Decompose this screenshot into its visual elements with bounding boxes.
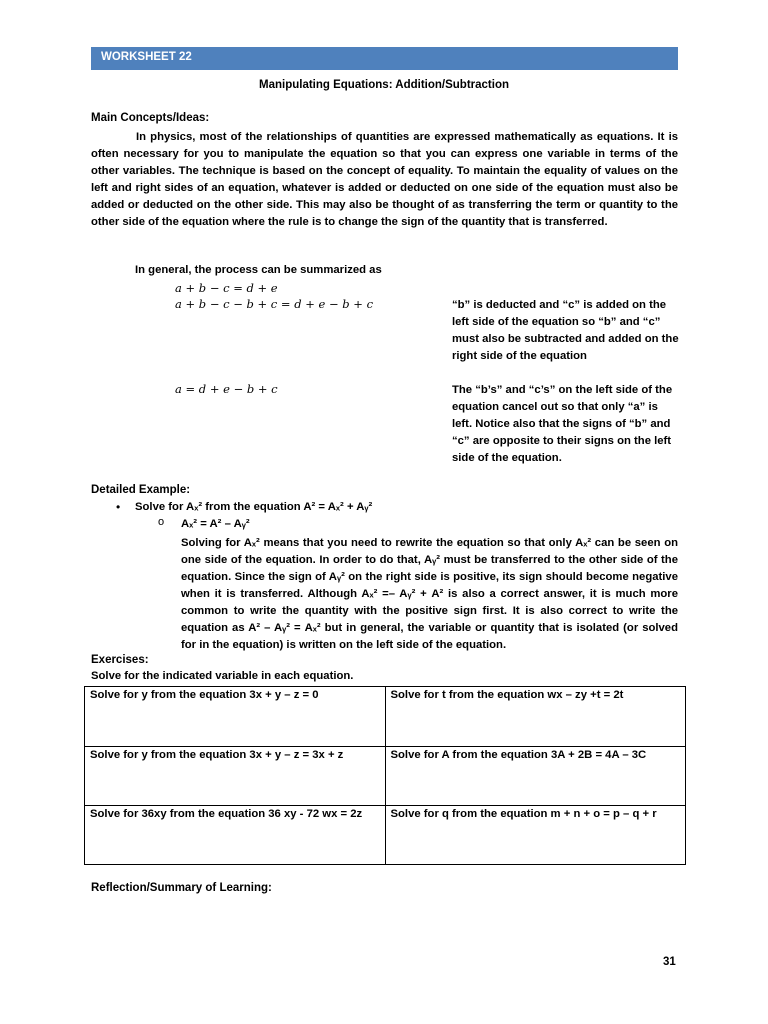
- table-row: [85, 747, 686, 806]
- page-title: Manipulating Equations: Addition/Subtraction: [259, 79, 509, 91]
- main-concepts-paragraph: [91, 129, 678, 231]
- process-intro: In general, the process can be summarized as: [135, 264, 382, 276]
- equation-3: a = d + e − b + c: [175, 382, 278, 396]
- detailed-example-heading: Detailed Example:: [91, 484, 191, 496]
- exercise-cell: Solve for A from the equation 3A + 2B = 4A – 3C: [385, 747, 686, 806]
- exercise-cell: Solve for y from the equation 3x + y – z = 0: [85, 687, 386, 747]
- sub-bullet-marker: o: [158, 516, 165, 528]
- equation-3-note: The “b’s” and “c’s” on the left side of the equation cancel out so that only “a” is left. Notice also that the signs of “b” and “c” are opposite to their signs on the left side of the equation.: [452, 384, 673, 464]
- bullet-marker: •: [116, 500, 121, 514]
- main-concepts-text: In physics, most of the relationships of quantities are expressed mathematically as equations. It is often necessary for you to manipulate the equation so that you can express one variable in terms of the other variables. The technique is based on the concept of equality. To maintain the equality of values on the left and right sides of an equation, whatever is added or deducted on one side of the equation must also be added or deducted on the other side. This may also be thought of as transferring the term or quantity to the other side of the equation where the rule is to change the sign of the quantity that is transferred.: [91, 131, 678, 228]
- worksheet-banner: [91, 47, 678, 70]
- exercise-cell: Solve for t from the equation wx – zy +t = 2t: [385, 687, 686, 747]
- example-bullet: Solve for Aₓ² from the equation A² = Aₓ² + Aᵧ²: [135, 501, 373, 513]
- equation-1: a + b − c = d + e: [175, 281, 278, 295]
- example-explanation: Solving for Aₓ² means that you need to rewrite the equation so that only Aₓ² can be seen on one side of the equation. In order to do that, Aᵧ² must be transferred to the other side of the equation. Since the sign of Aᵧ² on the right side is positive, its sign should become negative when it is transferred. Although Aₓ² =– Aᵧ² + A² is also a correct answer, it is much more common to write the quantity with the positive sign first. It is also correct to write the equation as A² – Aᵧ² = Aₓ² but in general, the variable or quantity that is isolated (or solved for in the equation) is written on the left side of the equation.: [181, 537, 678, 651]
- equation-2-note: “b” is deducted and “c” is added on the left side of the equation so “b” and “c” must also be subtracted and added on the right side of the equation: [452, 299, 679, 362]
- equation-2: a + b − c − b + c = d + e − b + c: [175, 297, 374, 311]
- exercises-heading: Exercises:: [91, 654, 149, 666]
- exercise-cell: Solve for 36xy from the equation 36 xy - 72 wx = 2z: [85, 806, 386, 865]
- main-concepts-heading: Main Concepts/Ideas:: [91, 112, 210, 124]
- exercise-cell: Solve for y from the equation 3x + y – z = 3x + z: [85, 747, 386, 806]
- exercises-table: [84, 686, 686, 865]
- example-sub-bullet: Aₓ² = A² – Aᵧ²: [181, 518, 250, 530]
- worksheet-label: WORKSHEET 22: [101, 51, 192, 63]
- table-row: [85, 806, 686, 865]
- page-number: 31: [663, 956, 676, 968]
- exercise-cell: Solve for q from the equation m + n + o = p – q + r: [385, 806, 686, 865]
- reflection-heading: Reflection/Summary of Learning:: [91, 882, 272, 894]
- exercises-instruction: Solve for the indicated variable in each equation.: [91, 670, 354, 682]
- table-row: [85, 687, 686, 747]
